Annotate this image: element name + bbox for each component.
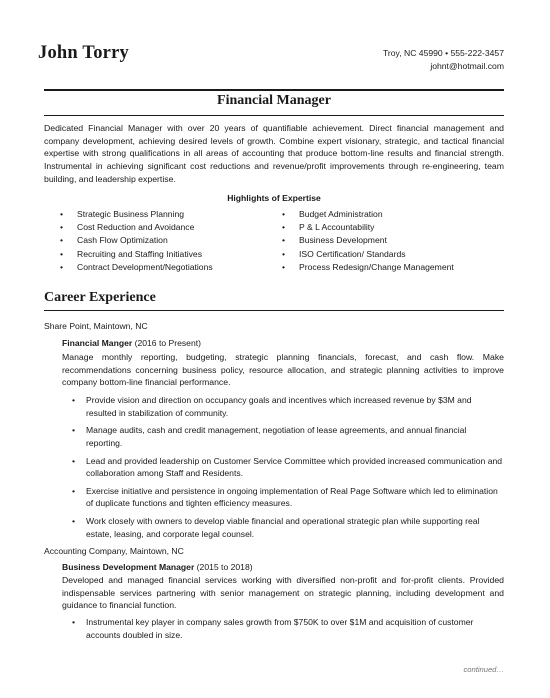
skills-list-left [60, 208, 213, 274]
contact-address-phone: Troy, NC 45990 • 555-222-3457 [382, 48, 504, 58]
duty-item: • Lead and provided leadership on Customer Service Committee which provided increased communication and collaboration among Staff and Residents. [72, 455, 504, 480]
headline-bottom-rule [44, 115, 504, 116]
job-title: Financial Manger [62, 338, 133, 348]
skill-item: • Strategic Business Planning [60, 208, 213, 221]
job-description: Manage monthly reporting, budgeting, strategic planning financials, forecast, and cash flow. Make recommendations concerning business policy, resource allocation, and strategic planning activities to improve company bottom-line financial performance. [62, 352, 504, 388]
section-title-experience: Career Experience [44, 290, 156, 305]
skill-item: • Budget Administration [282, 208, 454, 221]
duty-item: • Work closely with owners to develop viable financial and operational strategic plan while supporting real estate, leasing, and corporate legal counsel. [72, 515, 504, 540]
job-duties [72, 616, 504, 646]
continued-note: continued… [463, 665, 504, 674]
job-role [62, 561, 253, 573]
skills-list-right [282, 208, 454, 274]
professional-summary: Dedicated Financial Manager with over 20 years of quantifiable achievement. Direct financial management and company development, achieving desired levels of growth. Combine expert visionary, strategic, and tactical financial expertise with strong qualifications in all areas of accounting that produce bottom-line results and financial strength. Instrumental in achieving significant cost reductions and revenue/profit improvements through re-engineering, team building, and leadership expertise. [44, 123, 504, 184]
skill-item: • Contract Development/Negotiations [60, 261, 213, 274]
candidate-name: John Torry [38, 43, 129, 63]
job-title: Business Development Manager [62, 562, 195, 572]
section-rule [44, 310, 504, 311]
job-role [62, 337, 201, 349]
duty-item: • Instrumental key player in company sales growth from $750K to over $1M and acquisition of customer accounts doubled in size. [72, 616, 504, 641]
duty-item: • Manage audits, cash and credit management, negotiation of lease agreements, and annual financial reporting. [72, 424, 504, 449]
skill-item: • Recruiting and Staffing Initiatives [60, 248, 213, 261]
contact-info [383, 47, 504, 73]
headline-top-rule [44, 89, 504, 91]
skill-item: • ISO Certification/ Standards [282, 248, 454, 261]
highlights-title: Highlights of Expertise [227, 193, 321, 203]
resume-headline: Financial Manager [217, 93, 331, 108]
duty-item: • Provide vision and direction on occupancy goals and incentives which increased revenue by $3M and resulted in stabilization of community. [72, 394, 504, 419]
duty-item: • Exercise initiative and persistence in ongoing implementation of Real Page Software which led to elimination of duplicate functions and tighten efficiency measures. [72, 485, 504, 510]
job-duties [72, 394, 504, 545]
job-description: Developed and managed financial services working with diversified non-profit and for-profit clients. Provided indispensable services partnering with senior management on strategic planning, including development and guidance to financial function. [62, 575, 504, 611]
skill-item: • Process Redesign/Change Management [282, 261, 454, 274]
skill-item: • Business Development [282, 234, 454, 247]
job-company: Accounting Company, Maintown, NC [44, 546, 184, 556]
skill-item: • Cash Flow Optimization [60, 234, 213, 247]
skill-item: • Cost Reduction and Avoidance [60, 221, 213, 234]
job-company: Share Point, Maintown, NC [44, 321, 148, 331]
job-dates: (2016 to Present) [132, 338, 201, 348]
skill-item: • P & L Accountability [282, 221, 454, 234]
job-dates: (2015 to 2018) [194, 562, 253, 572]
contact-email: johnt@hotmail.com [430, 61, 504, 71]
